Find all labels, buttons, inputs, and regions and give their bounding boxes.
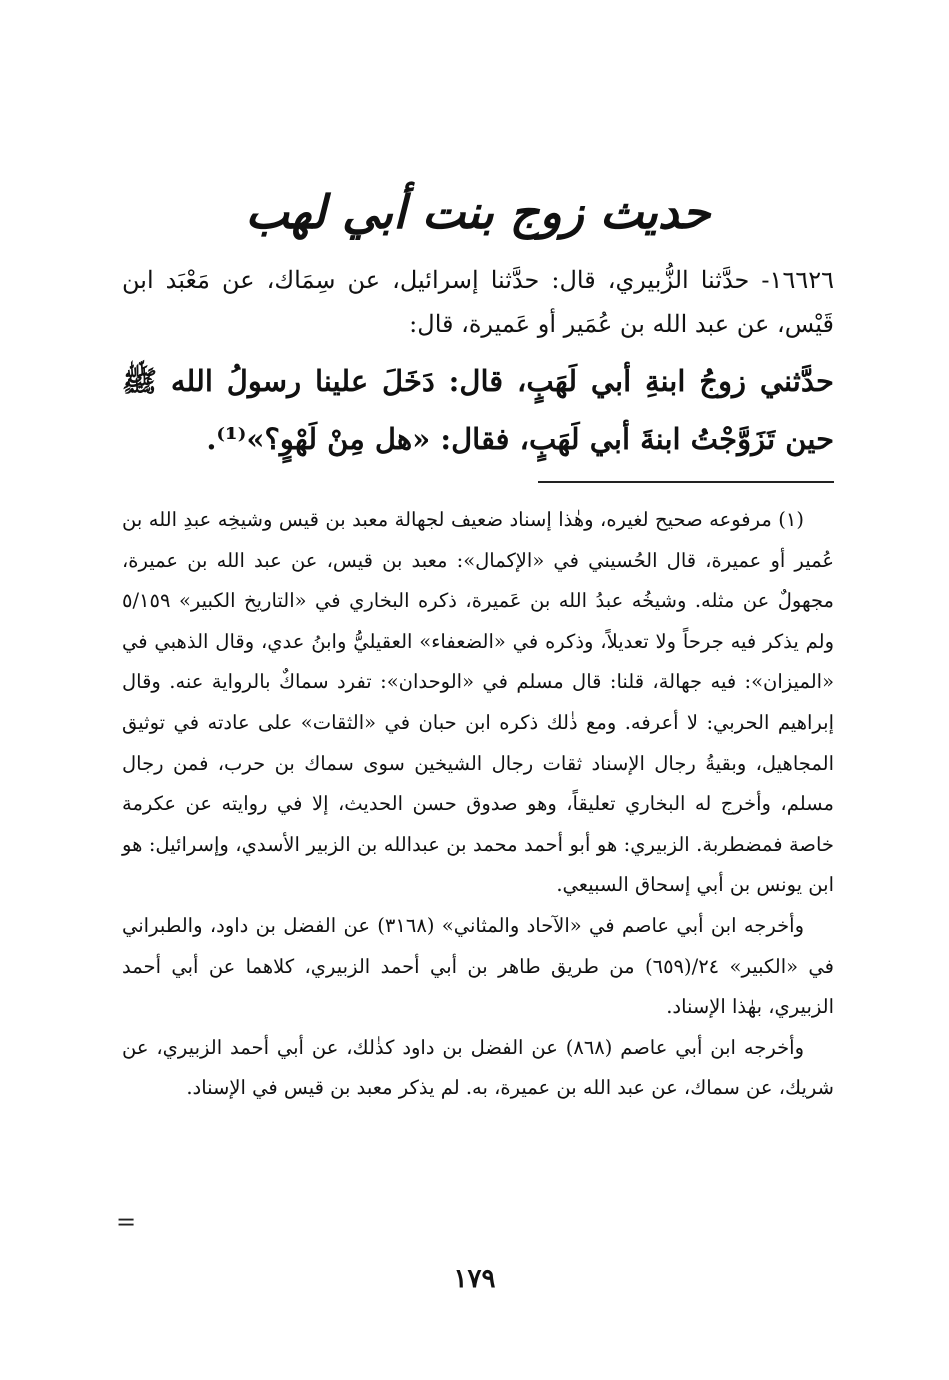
hadith-title: حديث زوج بنت أبي لهب bbox=[245, 185, 711, 239]
matn-text: حدَّثني زوجُ ابنةِ أبي لَهَبٍ، قال: دَخَلَ علينا رسولُ الله ﷺ حين تَزَوَّجْتُ ابنةَ أبي لَهَبٍ، فقال: «هل مِنْ لَهْوٍ؟»⁽¹⁾. bbox=[122, 364, 834, 456]
footnote-paragraph: وأخرجه ابن أبي عاصم (٨٦٨) عن الفضل بن داود كذٰلك، عن أبي أحمد الزبيري، عن شريك، عن سماك، عن عبد الله بن عميرة، به. لم يذكر معبد بن قيس في الإسناد. bbox=[122, 1035, 834, 1100]
footnote-separator bbox=[538, 481, 834, 483]
isnad-text: ١٦٦٢٦- حدَّثنا الزُّبيري، قال: حدَّثنا إسرائيل، عن سِمَاك، عن مَعْبَد ابن قَيْس، عن عبد الله بن عُمَير أو عَميرة، قال: bbox=[122, 266, 834, 338]
page-number: ١٧٩ bbox=[453, 1264, 496, 1294]
footnote-paragraph: (١) مرفوعه صحيح لغيره، وهٰذا إسناد ضعيف لجهالة معبد بن قيس وشيخِه عبدِ الله بن عُمير أو عميرة، قال الحُسيني في «الإكمال»: معبد بن قيس، عن عبد الله بن عميرة، مجهولٌ عن مثله. وشيخُه عبدُ الله بن عَميرة، ذكره البخاري في «التاريخ الكبير» ٥/١٥٩ ولم يذكر فيه جرحاً ولا تعديلاً، وذكره في «الضعفاء» العقيليُّ وابنُ عدي، وقال الذهبي في «الميزان»: فيه جهالة، قلنا: قال مسلم في «الوحدان»: تفرد سماكٌ بالرواية عنه. وقال إبراهيم الحربي: لا أعرفه. ومع ذٰلك ذكره ابن حبان في «الثقات» على عادته في توثيق المجاهيل، وبقيةُ رجال الإسناد ثقات رجال الشيخين سوى سماك بن حرب، فمن رجال مسلم، وأخرج له البخاري تعليقاً، وهو صدوق حسن الحديث، إلا في روايته عن عكرمة خاصة فمضطربة. الزبيري: هو أبو أحمد محمد بن عبدالله بن الزبير الأسدي، وإسرائيل: هو ابن يونس بن أبي إسحاق السبيعي. bbox=[122, 508, 834, 897]
footnote-paragraph: وأخرجه ابن أبي عاصم في «الآحاد والمثاني» (٣١٦٨) عن الفضل بن داود، والطبراني في «الكبير» ٢٤/(٦٥٩) من طريق طاهر بن أبي أحمد الزبيري، كلاهما عن أبي أحمد الزبيري، بهٰذا الإسناد. bbox=[122, 913, 835, 1019]
continuation-mark: = bbox=[116, 1208, 137, 1236]
footnotes bbox=[122, 500, 834, 1109]
